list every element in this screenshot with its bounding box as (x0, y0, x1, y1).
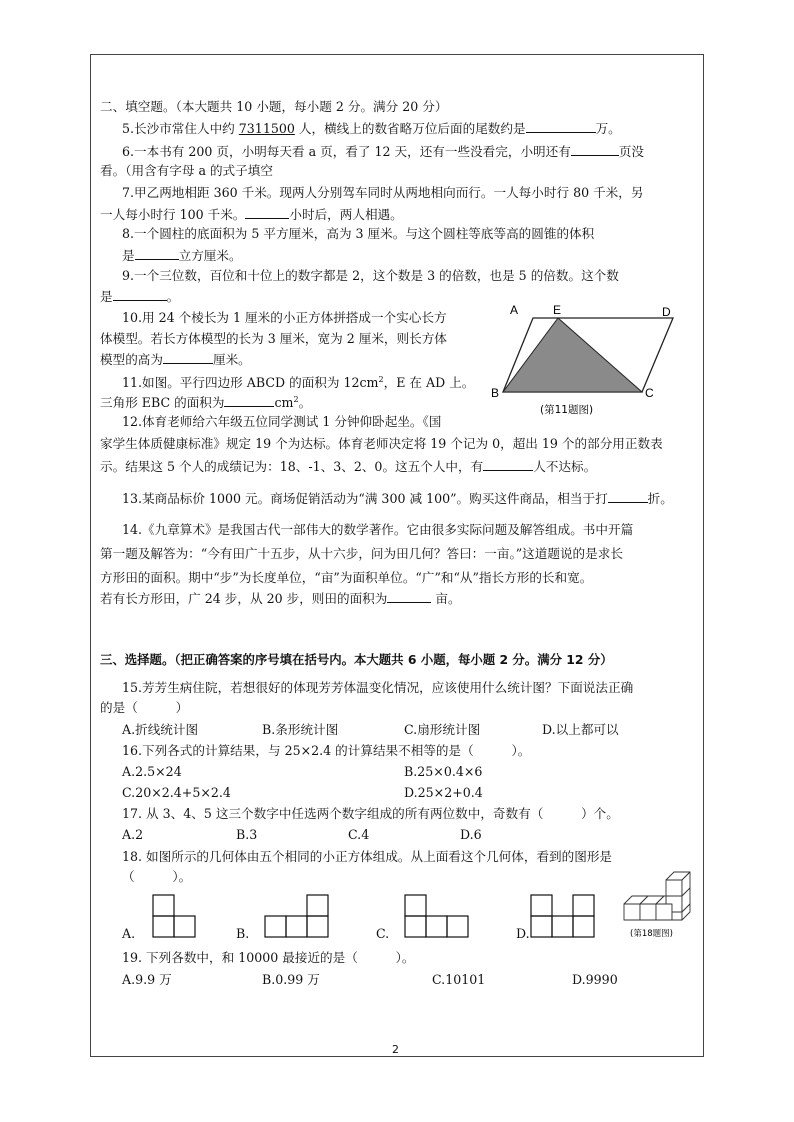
parallelogram-figure (490, 300, 690, 422)
label-b: B (491, 386, 500, 400)
label-c: C (645, 386, 654, 400)
option-15d: D.以上都可以 (542, 722, 619, 737)
answer-blank (526, 120, 596, 133)
label-a: A (510, 303, 519, 317)
answer-blank (245, 206, 289, 219)
question-10-line1: 10.用 24 个棱长为 1 厘米的小正方体拼搭成一个实心长方 (122, 310, 447, 325)
option-15a: A.折线统计图 (122, 722, 199, 737)
question-15-line1: 15.芳芳生病住院，若想很好的体现芳芳体温变化情况，应该使用什么统计图？下面说法正确 (122, 680, 634, 695)
option-16c: C.20×2.4+5×2.4 (122, 785, 231, 800)
question-14-line2: 第一题及解答为：“今有田广十五步，从十六步，问为田几何？答曰：一亩。”这道题说的是求长 (100, 546, 623, 561)
question-7-line2: 一人每小时行 100 千米。 小时后，两人相遇。 (100, 207, 403, 222)
question-9-line1: 9.一个三位数，百位和十位上的数字都是 2，这个数是 3 的倍数，也是 5 的倍数。这个数 (122, 268, 619, 283)
question-8-line1: 8.一个圆柱的底面积为 5 平方厘米，高为 3 厘米。与这个圆柱等底等高的圆锥的体积 (122, 226, 595, 241)
question-12-line2: 家学生体质健康标准》规定 19 个为达标。体育老师决定将 19 个记为 0，超出 19 个的部分用正数表 (100, 436, 663, 451)
option-19a: A.9.9 万 (122, 972, 172, 987)
option-18d-shape (530, 894, 596, 938)
option-19b: B.0.99 万 (262, 972, 320, 987)
answer-blank (113, 288, 167, 301)
answer-blank (608, 490, 648, 503)
question-14-line4: 若有长方形田，广 24 步，从 20 步，则田的面积为 亩。 (100, 591, 461, 606)
question-8-line2: 是 立方厘米。 (122, 248, 242, 263)
answer-blank (571, 143, 619, 156)
question-18-line1: 18. 如图所示的几何体由五个相同的小正方体组成。从上面看这个几何体，看到的图形是 (122, 849, 613, 864)
option-17d: D.6 (460, 827, 482, 842)
label-e: E (553, 303, 562, 317)
label-d: D (662, 305, 671, 319)
option-16a: A.2.5×24 (122, 764, 182, 779)
question-10-line3: 模型的高为 厘米。 (100, 352, 251, 367)
question-11-line1: 11.如图。平行四边形 ABCD 的面积为 $12cm^2$，E 在 AD 上。 (122, 375, 475, 391)
option-19c: C.10101 (432, 972, 486, 987)
answer-blank (387, 590, 431, 603)
question-11-line2: 三角形 EBC 的面积为 $cm^2$。 (100, 395, 312, 411)
question-6-line2: 看。（用含有字母 a 的式子填空 (100, 163, 273, 178)
question-14-line1: 14.《九章算术》是我国古代一部伟大的数学著作。它由很多实际问题及解答组成。书中开篇 (122, 522, 634, 537)
answer-blank (224, 394, 274, 407)
section3-header: 三、选择题。（把正确答案的序号填在括号内。本大题共 6 小题，每小题 2 分。满分 12 分） (100, 652, 613, 667)
figure-caption: (第18题图) (630, 929, 673, 939)
option-18b-shape (264, 894, 330, 938)
q18-cubes-figure (616, 868, 700, 942)
option-17b: B.3 (236, 827, 258, 842)
option-18c-label: C. (376, 926, 390, 941)
question-18-line2: （ ）。 (122, 869, 192, 884)
option-18b-label: B. (236, 926, 250, 941)
question-6-line1: 6.一本书有 200 页，小明每天看 a 页，看了 12 天，还有一些没看完，小明还有 页没 (122, 144, 645, 159)
answer-blank (135, 247, 179, 260)
question-13: 13.某商品标价 1000 元。商场促销活动为“满 300 减 100”。购买这件商品，相当于打 折。 (122, 491, 673, 506)
option-18a-shape (152, 894, 196, 938)
option-19d: D.9990 (572, 972, 618, 987)
question-12-line3: 示。结果这 5 个人的成绩记为：18、-1、3、2、0。这五个人中，有 人不达标。 (100, 459, 597, 474)
question-5: 5.长沙市常住人中约 7311500 人，横线上的数省略万位后面的尾数约是 万。 (122, 121, 621, 136)
figure-caption: (第11题图) (540, 404, 594, 416)
page-number: 2 (392, 1043, 399, 1056)
question-15-line2: 的是（ ） (100, 700, 189, 715)
option-17c: C.4 (348, 827, 370, 842)
option-15b: B.条形统计图 (262, 722, 339, 737)
underlined-number: 7311500 (238, 121, 295, 136)
option-16d: D.25×2+0.4 (404, 785, 483, 800)
triangle-ebc (503, 318, 642, 392)
option-18a-label: A. (122, 926, 136, 941)
answer-blank (483, 458, 533, 471)
section2-header: 二、填空题。（本大题共 10 小题，每小题 2 分。满分 20 分） (100, 99, 448, 114)
question-7-line1: 7.甲乙两地相距 360 千米。现两人分别驾车同时从两地相向而行。一人每小时行 80 千米，另 (122, 185, 644, 200)
option-17a: A.2 (122, 827, 144, 842)
option-15c: C.扇形统计图 (404, 722, 481, 737)
option-16b: B.25×0.4×6 (404, 764, 483, 779)
question-16: 16.下列各式的计算结果，与 25×2.4 的计算结果不相等的是（ ）。 (122, 743, 531, 758)
question-12-line1: 12.体育老师给六年级五位同学测试 1 分钟仰卧起坐。《国 (122, 414, 442, 429)
option-18d-label: D. (516, 926, 530, 941)
question-9-line2: 是 。 (100, 289, 180, 304)
option-18c-shape (404, 894, 470, 938)
question-17: 17. 从 3、4、5 这三个数字中任选两个数字组成的所有两位数中，奇数有（ ）个。 (122, 806, 619, 821)
question-19: 19. 下列各数中，和 10000 最接近的是（ ）。 (122, 950, 415, 965)
question-14-line3: 方形田的面积。期中“步”为长度单位，“亩”为面积单位。“广”和“从”指长方形的长和宽。 (100, 570, 593, 585)
answer-blank (163, 351, 213, 364)
question-10-line2: 体模型。若长方体模型的长为 3 厘米，宽为 2 厘米，则长方体 (100, 331, 447, 346)
